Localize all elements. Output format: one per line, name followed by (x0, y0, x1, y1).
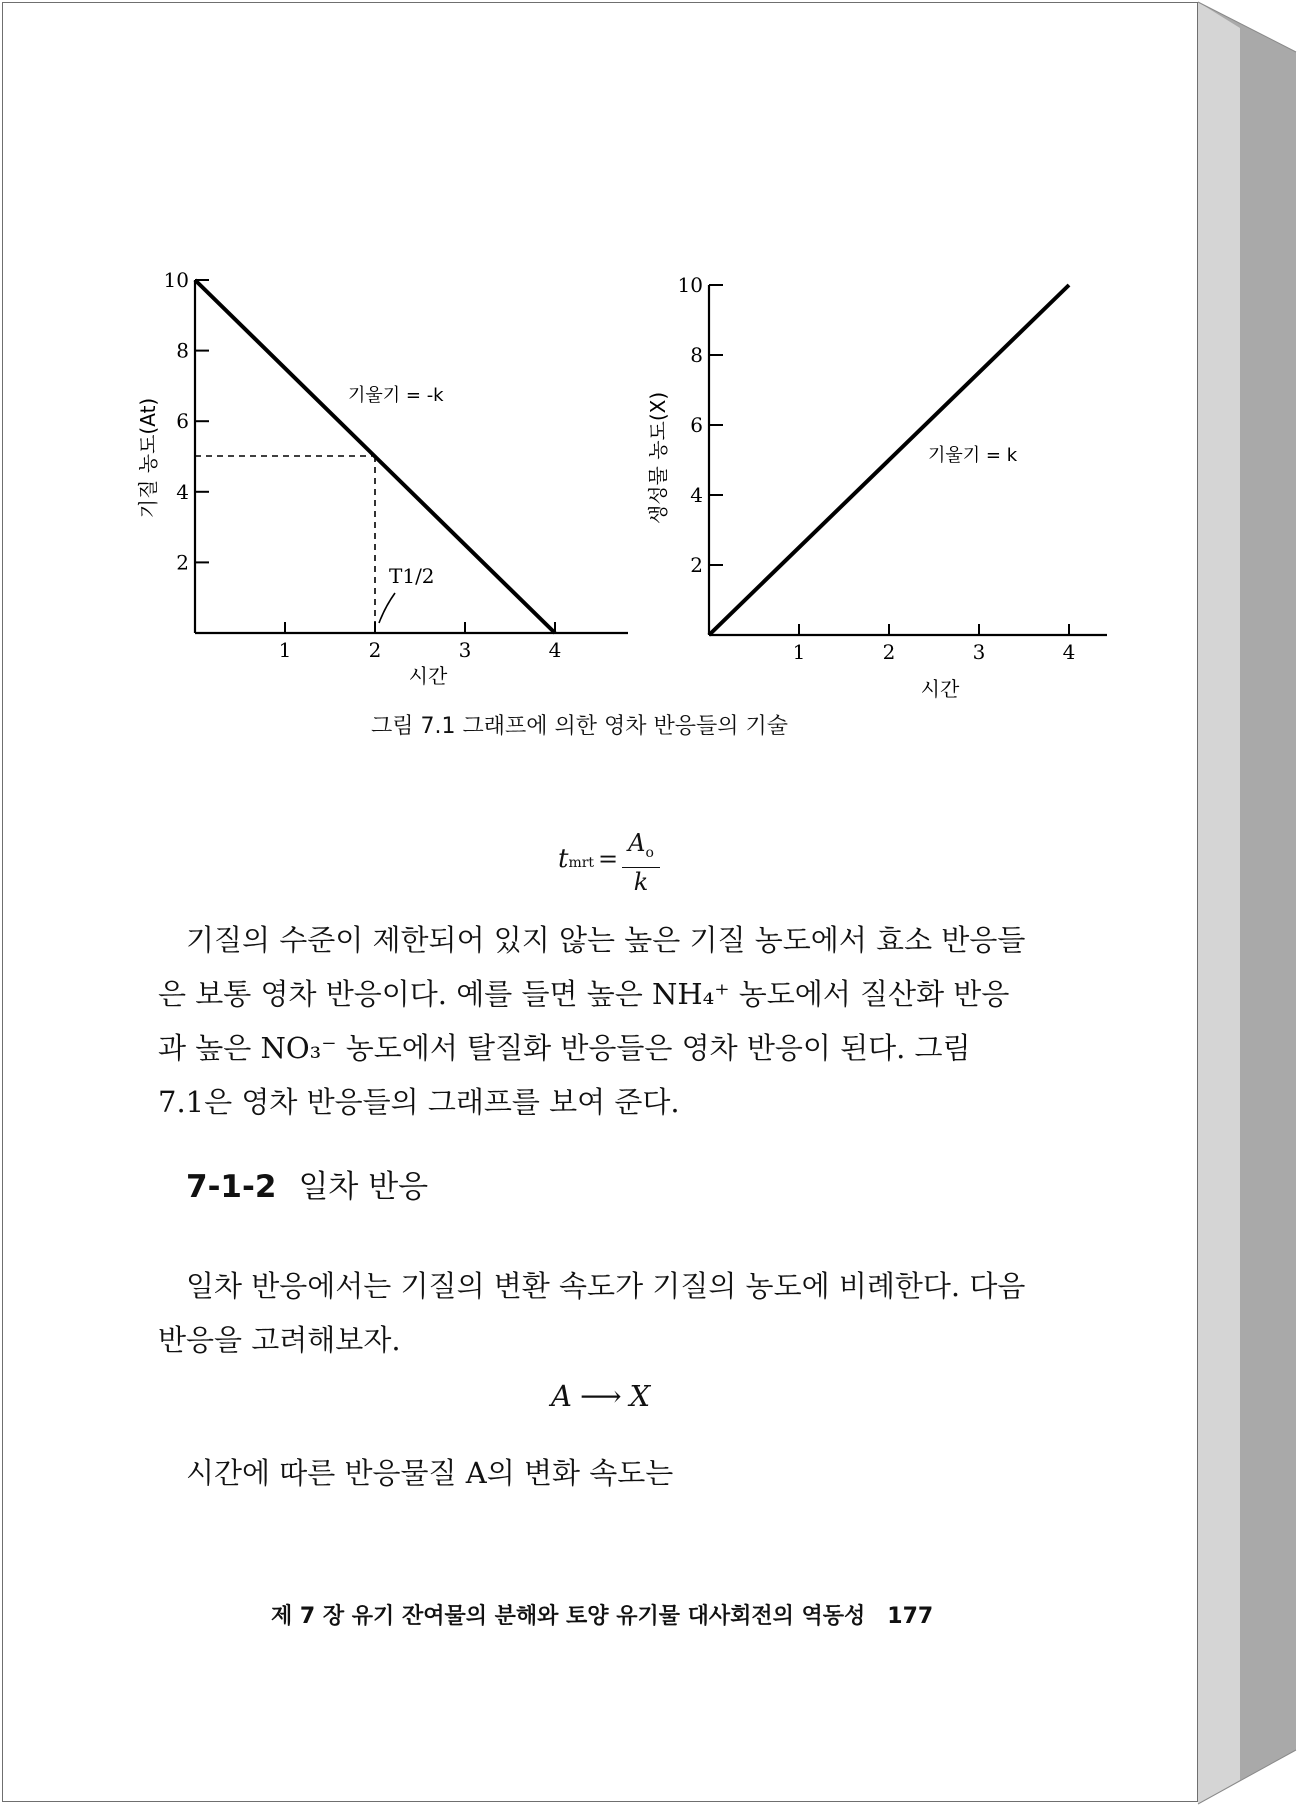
x-tick-label: 1 (792, 640, 806, 664)
figure-caption: 그림 7.1 그래프에 의한 영차 반응들의 기술 (371, 714, 788, 739)
reactant: A (551, 1379, 572, 1413)
x-tick-label: 4 (548, 638, 562, 662)
paragraph-first-order (158, 1259, 1068, 1367)
y-tick-label: 6 (690, 413, 703, 437)
y-axis-label: 기질 농도(At) (136, 397, 160, 519)
section-heading (186, 1161, 428, 1206)
formula-denominator: k (633, 867, 649, 896)
y-tick-label: 8 (690, 343, 703, 367)
numerator-symbol: A (628, 829, 646, 857)
formula-numerator (622, 829, 660, 868)
y-tick-label: 6 (176, 409, 189, 434)
formula-lhs-subscript: mrt (568, 854, 595, 871)
half-life-label: T1/2 (389, 564, 435, 588)
y-tick-label: 2 (690, 553, 703, 577)
product-chart (646, 273, 1107, 701)
x-tick-label: 3 (458, 638, 472, 662)
paragraph-line: 기질의 수준이 제한되어 있지 않는 높은 기질 농도에서 효소 반응들 (186, 923, 1026, 957)
x-tick-label: 2 (368, 638, 382, 662)
reaction-arrow: ⟶ (579, 1379, 622, 1413)
paragraph-line: 은 보통 영차 반응이다. 예를 들면 높은 NH₄⁺ 농도에서 질산화 반응 (158, 977, 1010, 1011)
y-tick-label: 4 (176, 479, 189, 504)
page-footer (271, 1599, 933, 1630)
paragraph-line: 7.1은 영차 반응들의 그래프를 보여 준다. (158, 1085, 680, 1119)
formula-equals: = (598, 844, 619, 873)
paragraph-line: 일차 반응에서는 기질의 변환 속도가 기질의 농도에 비례한다. 다음 (186, 1269, 1026, 1303)
paragraph-line: 과 높은 NO₃⁻ 농도에서 탈질화 반응들은 영차 반응이 된다. 그림 (158, 1031, 971, 1065)
x-tick-label: 4 (1062, 640, 1076, 664)
y-axis-label: 생성물 농도(X) (646, 391, 670, 525)
paragraph-line: 시간에 따른 반응물질 A의 변화 속도는 (186, 1456, 674, 1490)
substrate-chart (136, 268, 628, 688)
page-number: 177 (887, 1604, 934, 1629)
y-tick-label: 4 (690, 483, 703, 507)
section-title: 일차 반응 (298, 1169, 429, 1205)
tick-group (164, 268, 562, 662)
half-life-pointer (379, 593, 395, 623)
formula-lhs: t (558, 843, 569, 874)
x-tick-label: 1 (278, 638, 292, 662)
paragraph-line: 반응을 고려해보자. (158, 1323, 401, 1357)
zero-order-formula (558, 829, 660, 896)
slope-label: 기울기 = -k (348, 385, 444, 406)
figure-7-1 (3, 3, 1199, 703)
paragraph-rate (158, 1446, 1068, 1500)
reaction-equation (551, 1379, 650, 1413)
product: X (629, 1379, 651, 1413)
x-tick-label: 2 (882, 640, 896, 664)
y-tick-label: 10 (677, 273, 703, 297)
x-axis-label: 시간 (920, 677, 960, 701)
y-tick-label: 10 (163, 268, 189, 292)
formula-fraction (622, 829, 660, 896)
x-axis-label: 시간 (408, 664, 448, 688)
numerator-subscript: o (645, 844, 654, 861)
y-tick-label: 8 (176, 338, 189, 363)
slope-label: 기울기 = k (928, 445, 1018, 466)
running-chapter-title: 제 7 장 유기 잔여물의 분해와 토양 유기물 대사회전의 역동성 (271, 1604, 866, 1629)
x-tick-label: 3 (972, 640, 986, 664)
book-page (2, 2, 1198, 1802)
paragraph-zero-order (158, 913, 1068, 1129)
y-tick-label: 2 (176, 550, 189, 575)
section-number: 7-1-2 (186, 1169, 277, 1205)
